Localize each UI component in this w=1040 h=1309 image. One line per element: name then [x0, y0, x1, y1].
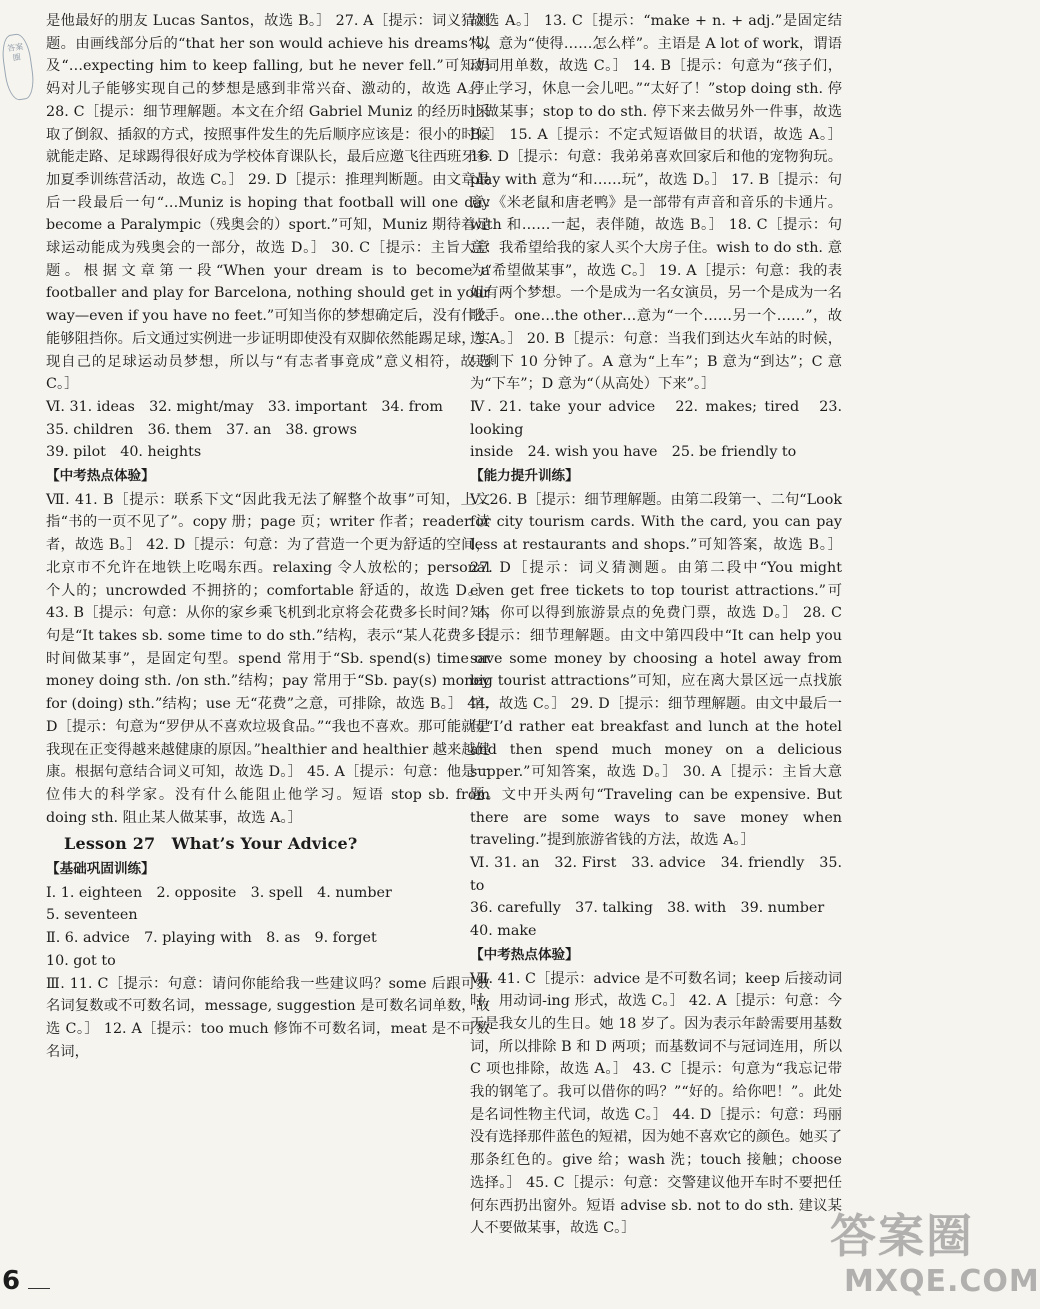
- left-section-vi-line-1: Ⅵ. 31. ideas 32. might/may 33. important 34. from: [46, 398, 443, 415]
- watermark-domain-text: MXQE.COM: [844, 1264, 1040, 1299]
- right-section-vi-line-1: Ⅵ. 31. an 32. First 33. advice 34. friendly 35. to: [470, 855, 842, 894]
- right-exam-heading: 【中考热点体验】: [470, 946, 579, 963]
- left-section-vi-line-2: 35. children 36. them 37. an 38. grows: [46, 421, 357, 438]
- left-section-vi-line-3: 39. pilot 40. heights: [46, 444, 202, 461]
- left-column: [46, 10, 490, 1063]
- left-exam-heading: 【中考热点体验】: [46, 468, 155, 485]
- section-v-paragraph: Ⅴ. 26. B［提示：细节理解题。由第二段第一、二句“Look for city tourism cards. With the card, you can pay less at restaurants and shops.”可知答案，故选 B。］ 27. D［提示：词义猜测题。由第二段中“You might even get free tickets to top tourist attractions.”可知，你可以得到旅游景点的免费门票，故选 D。］ 28. C［提示：细节理解题。由文中第四段中“It can help you save some money by choosing a hotel away from big tourist attractions”可知，应在离大景区远一点找旅馆，故选 C。］ 29. D［提示：细节理解题。由文中最后一句“I’d rather eat breakfast and lunch at the hotel and then spend much money on a delicious supper.”可知答案，故选 D。］ 30. A［提示：主旨大意题。文中开头两句“Traveling can be expensive. But there are some ways to save money when traveling.”提到旅游省钱的方法，故选 A。］: [470, 491, 842, 849]
- section-ii-line-1: Ⅱ. 6. advice 7. playing with 8. as 9. forget: [46, 930, 377, 947]
- corner-stamp: 答案 圈: [0, 32, 36, 101]
- section-i-line-2: 5. seventeen: [46, 907, 138, 924]
- section-i-line-1: Ⅰ. 1. eighteen 2. opposite 3. spell 4. number: [46, 884, 392, 901]
- lesson-title: Lesson 27 What’s Your Advice?: [64, 834, 358, 854]
- right-section-vi-line-2: 36. carefully 37. talking 38. with 39. number: [470, 900, 825, 917]
- ability-training-heading: 【能力提升训练】: [470, 468, 579, 485]
- site-watermark: [830, 1194, 1040, 1306]
- right-column: [470, 10, 842, 1240]
- left-answers-paragraph-1: 是他最好的朋友 Lucas Santos，故选 B。］ 27. A［提示：词义猜测题。由画线部分后的“that her son would achieve his dreams”以及“…expecting him to keep falling, but he never fell.”可知妈妈对儿子能够实现自己的梦想是感到非常兴奋、激动的，故选 A。］ 28. C［提示：细节理解题。本文在介绍 Gabriel Muniz 的经历时采取了倒叙、插叙的方式，按照事件发生的先后顺序应该是：很小的时候就能走路、足球踢得很好成为学校体育课队长，最后应邀飞往西班牙参加夏季训练营活动，故选 C。］ 29. D［提示：推理判断题。由文章最后一段最后一句“…Muniz is hoping that football will one day become a Paralympic（残奥会的）sport.”可知，Muniz 期待着足球运动能成为残奥会的一部分，故选 D。］ 30. C［提示：主旨大意题。根据文章第一段“When your dream is to become a footballer and play for Barcelona, nothing should get in your way—even if you have no feet.”可知当你的梦想确定后，没有什么能够阻挡你。后文通过实例进一步证明即使没有双脚依然能踢足球，实现自己的足球运动员梦想，所以与“有志者事竟成”意义相符，故选 C。］: [46, 13, 490, 393]
- right-section-vi-line-3: 40. make: [470, 923, 537, 940]
- section-iii-paragraph: Ⅲ. 11. C［提示：句意：请问你能给我一些建议吗？some 后跟可数名词复数或不可数名词，message, suggestion 是可数名词单数，故选 C。］ 12. A［提示：too much 修饰不可数名词，meat 是不可数名词，: [46, 975, 490, 1060]
- section-iv-line-2: inside 24. wish you have 25. be friendly to: [470, 444, 797, 461]
- section-ii-line-2: 10. got to: [46, 952, 116, 969]
- section-iv-line-1: Ⅳ. 21. take your advice 22. makes; tired 23. looking: [470, 398, 842, 438]
- left-section-vii-paragraph: Ⅶ. 41. B［提示：联系下文“因此我无法了解整个故事”可知，上文指“书的一页不见了”。copy 册；page 页；writer 作者；reader 读者，故选 B。］ 42. D［提示：句意：为了营造一个更为舒适的空间，北京市不允许在地铁上吃喝东西。relaxing 令人放松的；personal 个人的；uncrowded 不拥挤的；comfortable 舒适的，故选 D。］ 43. B［提示：句意：从你的家乡乘飞机到北京将会花费多长时间？本句是“It takes sb. some time to do sth.”结构，表示“某人花费多长时间做某事”，是固定句型。spend 常用于“Sb. spend(s) time or money doing sth. /on sth.”结构；pay 常用于“Sb. pay(s) money for (doing) sth.”结构；use 无“花费”之意，可排除，故选 B。］ 44. D［提示：句意为“罗伊从不喜欢垃圾食品。”“我也不喜欢。那可能就是我现在正变得越来越健康的原因。”healthier and healthier 越来越健康。根据句意结合词义可知，故选 D。］ 45. A［提示：句意：他是一位伟大的科学家。没有什么能阻止他学习。短语 stop sb. from doing sth. 阻止某人做某事，故选 A。］: [46, 491, 490, 826]
- page-number: 6: [2, 1266, 21, 1296]
- page-number-rule: [28, 1288, 50, 1289]
- basic-training-heading: 【基础巩固训练】: [46, 861, 155, 878]
- watermark-main-text: 答案圈: [830, 1209, 974, 1263]
- right-answers-paragraph-1: 故选 A。］ 13. C［提示：“make + n. + adj.”是固定结构，意为“使得……怎么样”。主语是 A lot of work，谓语动词用单数，故选 C。］ 14. B［提示：句意为“孩子们，停止学习，休息一会儿吧。”“太好了！”stop doing sth. 停止做某事；stop to do sth. 停下来去做另外一件事，故选 B。］ 15. A［提示：不定式短语做目的状语，故选 A。］ 16. D［提示：句意：我弟弟喜欢回家后和他的宠物狗玩。play with 意为“和……玩”，故选 D。］ 17. B［提示：句意：《米老鼠和唐老鸭》是一部带有声音和音乐的卡通片。with 和……一起，表伴随，故选 B。］ 18. C［提示：句意：我希望给我的家人买个大房子住。wish to do sth. 意为“希望做某事”，故选 C。］ 19. A［提示：句意：我的表姐有两个梦想。一个是成为一名女演员，另一个是成为一名歌手。one…the other…意为“一个……另一个……”，故选 A。］ 20. B［提示：句意：当我们到达火车站的时候，只剩下 10 分钟了。A 意为“上车”；B 意为“到达”；C 意为“下车”；D 意为“（从高处）下来”。］: [470, 13, 842, 393]
- right-section-vii-paragraph: Ⅶ. 41. C［提示：advice 是不可数名词；keep 后接动词时，用动词-ing 形式，故选 C。］ 42. A［提示：句意：今天是我女儿的生日。她 18 岁了。因为表示年龄需要用基数词，所以排除 B 和 D 两项；而基数词不与冠词连用，所以 C 项也排除，故选 A。］ 43. C［提示：句意为“我忘记带我的钢笔了。我可以借你的吗？”“好的。给你吧！”。此处是名词性物主代词，故选 C。］ 44. D［提示：句意：玛丽没有选择那件蓝色的短裙，因为她不喜欢它的颜色。她买了那条红色的。give 给；wash 洗；touch 接触；choose 选择。］ 45. C［提示：句意：交警建议他开车时不要把任何东西扔出窗外。短语 advise sb. not to do sth. 建议某人不要做某事，故选 C。］: [470, 970, 842, 1237]
